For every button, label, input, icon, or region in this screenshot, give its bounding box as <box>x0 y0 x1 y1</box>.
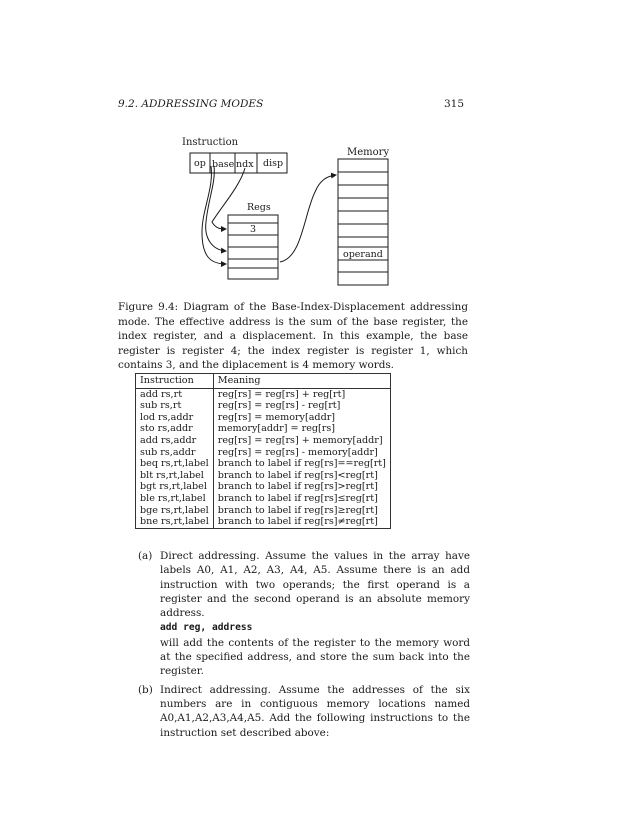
exercise-b <box>138 683 470 740</box>
exercise-a <box>138 549 470 679</box>
row-instruction: bne rs,rt,label <box>136 516 214 528</box>
field-ndx: ndx <box>236 159 254 170</box>
table-row <box>136 412 391 424</box>
base-arrow <box>206 166 226 251</box>
row-instruction: sub rs,addr <box>136 447 214 459</box>
row-meaning: branch to label if reg[rs]==reg[rt] <box>217 458 386 470</box>
row-instruction: blt rs,rt,label <box>136 470 214 482</box>
table-row <box>136 470 391 482</box>
memory-label: Memory <box>347 147 390 158</box>
row-meaning: branch to label if reg[rs]≤reg[rt] <box>217 492 378 504</box>
table-row <box>136 435 391 447</box>
addressing-mode-diagram <box>0 0 630 300</box>
table-row <box>136 493 391 505</box>
exercise-a-code: add reg, address <box>160 622 253 634</box>
header-instruction: Instruction <box>136 374 214 389</box>
row-instruction: add rs,rt <box>136 388 214 400</box>
table-header-row <box>136 374 391 389</box>
exercise-a-text2: will add the contents of the register to the memory word at the specified address, and store the sum back into the register. <box>160 636 470 678</box>
field-op: op <box>194 158 206 169</box>
operand-label: operand <box>343 249 383 260</box>
row-meaning: memory[addr] = reg[rs] <box>217 423 336 435</box>
row-meaning: branch to label if reg[rs]<reg[rt] <box>217 469 378 481</box>
field-base: base <box>212 159 235 170</box>
exercise-a-text: Direct addressing. Assume the values in the array have labels A0, A1, A2, A3, A4, A5. Assume there is an add instruction with two operands; the first operand is a register and the second operand is an absolute memory address. <box>160 550 470 620</box>
table-row <box>136 481 391 493</box>
exercise-a-label: (a) <box>138 550 153 562</box>
memory-column <box>338 159 388 285</box>
row-meaning: reg[rs] = reg[rs] - reg[rt] <box>217 400 341 412</box>
register-value: 3 <box>250 224 257 235</box>
figure-caption: Figure 9.4: Diagram of the Base-Index-Displacement addressing mode. The effective address is the sum of the base register, the index register, and a displacement. In this example, the base register is register 4; the index register is register 1, which contains 3, and the diplacement is 4 memory words. <box>118 301 468 371</box>
instruction-label: Instruction <box>182 137 239 148</box>
field-disp: disp <box>263 158 284 169</box>
row-instruction: beq rs,rt,label <box>136 458 214 470</box>
table-row <box>136 423 391 435</box>
exercise-b-label: (b) <box>138 683 153 696</box>
table-row <box>136 447 391 459</box>
table-row <box>136 505 391 517</box>
row-meaning: branch to label if reg[rs]≠reg[rt] <box>217 516 378 528</box>
table-row <box>136 388 391 400</box>
row-meaning: reg[rs] = memory[addr] <box>217 411 336 423</box>
header-meaning: Meaning <box>213 374 390 389</box>
row-instruction: lod rs,addr <box>136 412 214 424</box>
row-instruction: sub rs,rt <box>136 400 214 412</box>
section-title: 9.2. ADDRESSING MODES <box>118 98 264 110</box>
row-instruction: bge rs,rt,label <box>136 505 214 517</box>
table-row <box>136 516 391 528</box>
page-number: 315 <box>443 98 464 110</box>
exercise-list <box>138 549 470 744</box>
memory-arrow <box>280 175 336 262</box>
row-meaning: reg[rs] = reg[rs] - memory[addr] <box>217 446 378 458</box>
row-meaning: branch to label if reg[rs]>reg[rt] <box>217 481 378 493</box>
row-instruction: sto rs,addr <box>136 423 214 435</box>
row-instruction: add rs,addr <box>136 435 214 447</box>
base-arrow-2 <box>202 166 226 264</box>
exercise-b-text: Indirect addressing. Assume the addresses of the six numbers are in contiguous memory locations named A0,A1,A2,A3,A4,A5. Add the following instructions to the instruction set described above: <box>160 683 470 739</box>
table-row <box>136 400 391 412</box>
row-instruction: ble rs,rt,label <box>136 493 214 505</box>
row-meaning: reg[rs] = reg[rs] + memory[addr] <box>217 434 383 446</box>
regs-label: Regs <box>247 202 271 213</box>
row-instruction: bgt rs,rt,label <box>136 481 214 493</box>
row-meaning: branch to label if reg[rs]≥reg[rt] <box>217 504 378 516</box>
table-row <box>136 458 391 470</box>
instruction-table <box>135 373 391 529</box>
row-meaning: reg[rs] = reg[rs] + reg[rt] <box>217 388 346 400</box>
